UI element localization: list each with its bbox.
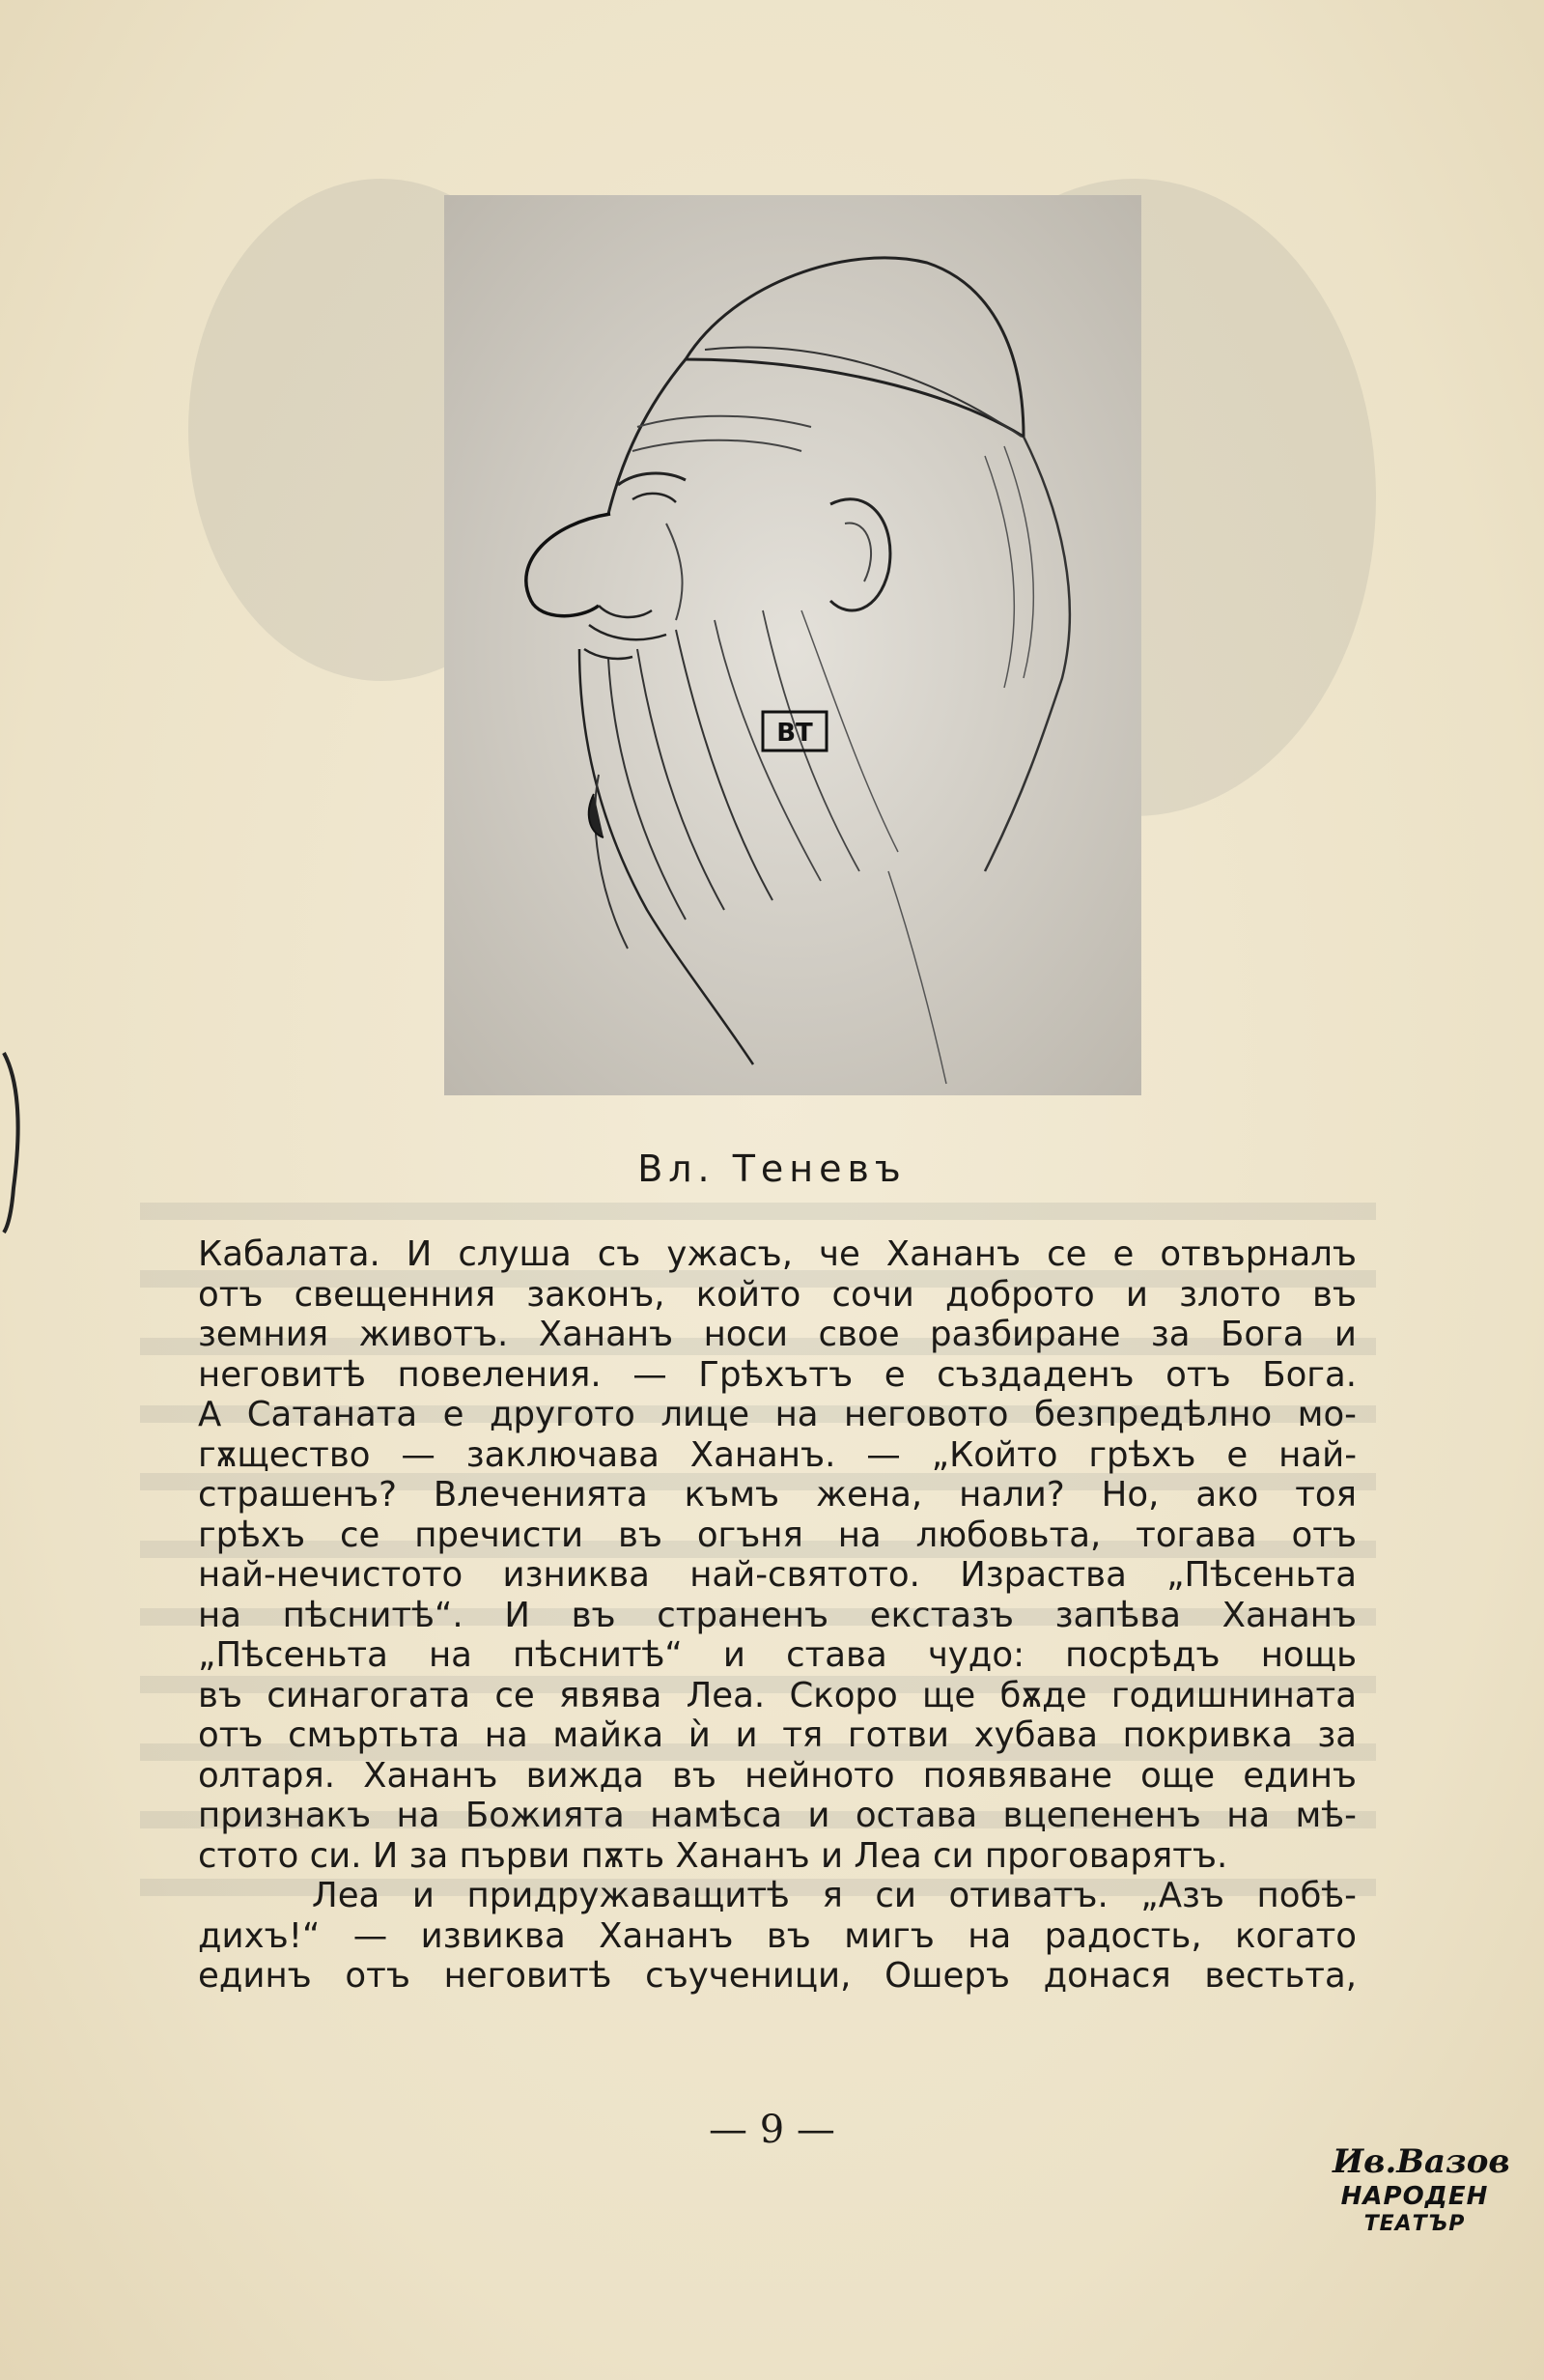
logo-signature: Ив.Вазов bbox=[1333, 2142, 1510, 2181]
text-line: въ синагогата се явява Леа. Скоро ще бѫде годишнината bbox=[198, 1675, 1357, 1715]
text-line: стото си. И за първи пѫть Хананъ и Леа си проговарятъ. bbox=[198, 1835, 1228, 1876]
logo-line-1: НАРОДЕН bbox=[1340, 2182, 1489, 2211]
text-line: гѫщество — заключава Хананъ. — „Който грѣхъ е най- bbox=[198, 1434, 1357, 1475]
page-number: — 9 — bbox=[709, 2108, 835, 2152]
text-line: грѣхъ се пречисти въ огъня на любовьта, тогава отъ bbox=[198, 1515, 1357, 1555]
text-line: дихъ!“ — извиква Хананъ въ мигъ на радость, когато bbox=[198, 1915, 1357, 1956]
text-line: страшенъ? Влеченията къмъ жена, нали? Но, ако тоя bbox=[198, 1475, 1357, 1515]
monogram-text: ВТ bbox=[776, 719, 813, 748]
portrait-drawing bbox=[444, 195, 1141, 1095]
body-text bbox=[198, 1234, 1357, 1997]
text-line: отъ свещенния законъ, който сочи доброто и злото въ bbox=[198, 1274, 1357, 1315]
text-line: А Сатаната е другото лице на неговото безпредѣлно мо- bbox=[198, 1395, 1357, 1434]
illustration-caption: Вл. Теневъ bbox=[637, 1148, 907, 1190]
text-line-indented: Леа и придружаващитѣ я си отиватъ. „Азъ побѣ- bbox=[312, 1876, 1357, 1915]
logo-line-2: ТЕАТЪР bbox=[1363, 2212, 1466, 2236]
text-line: Кабалата. И слуша съ ужасъ, че Хананъ се е отвърналъ bbox=[198, 1234, 1357, 1274]
text-line: единъ отъ неговитѣ съученици, Ошеръ донася вестьта, bbox=[198, 1956, 1357, 1996]
text-line: „Пѣсеньта на пѣснитѣ“ и става чудо: посрѣдъ нощь bbox=[198, 1635, 1357, 1675]
text-line: земния животъ. Хананъ носи свое разбиране за Бога и bbox=[198, 1315, 1357, 1354]
text-line: признакъ на Божията намѣса и остава вцепененъ на мѣ- bbox=[198, 1796, 1357, 1835]
text-line: отъ смъртьта на майка ѝ и тя готви хубава покривка за bbox=[198, 1715, 1357, 1755]
text-line: най-нечистото изниква най-святото. Израства „Пѣсеньта bbox=[198, 1555, 1357, 1595]
text-line: неговитѣ повеления. — Грѣхътъ е създаденъ отъ Бога. bbox=[198, 1354, 1357, 1395]
binding-mark bbox=[0, 1043, 29, 1236]
text-line: олтаря. Хананъ вижда въ нейното появяване още единъ bbox=[198, 1755, 1357, 1796]
text-line: на пѣснитѣ“. И въ страненъ екстазъ запѣва Хананъ bbox=[198, 1595, 1357, 1635]
caricature-illustration bbox=[444, 195, 1141, 1095]
national-theatre-logo bbox=[1333, 2142, 1510, 2258]
